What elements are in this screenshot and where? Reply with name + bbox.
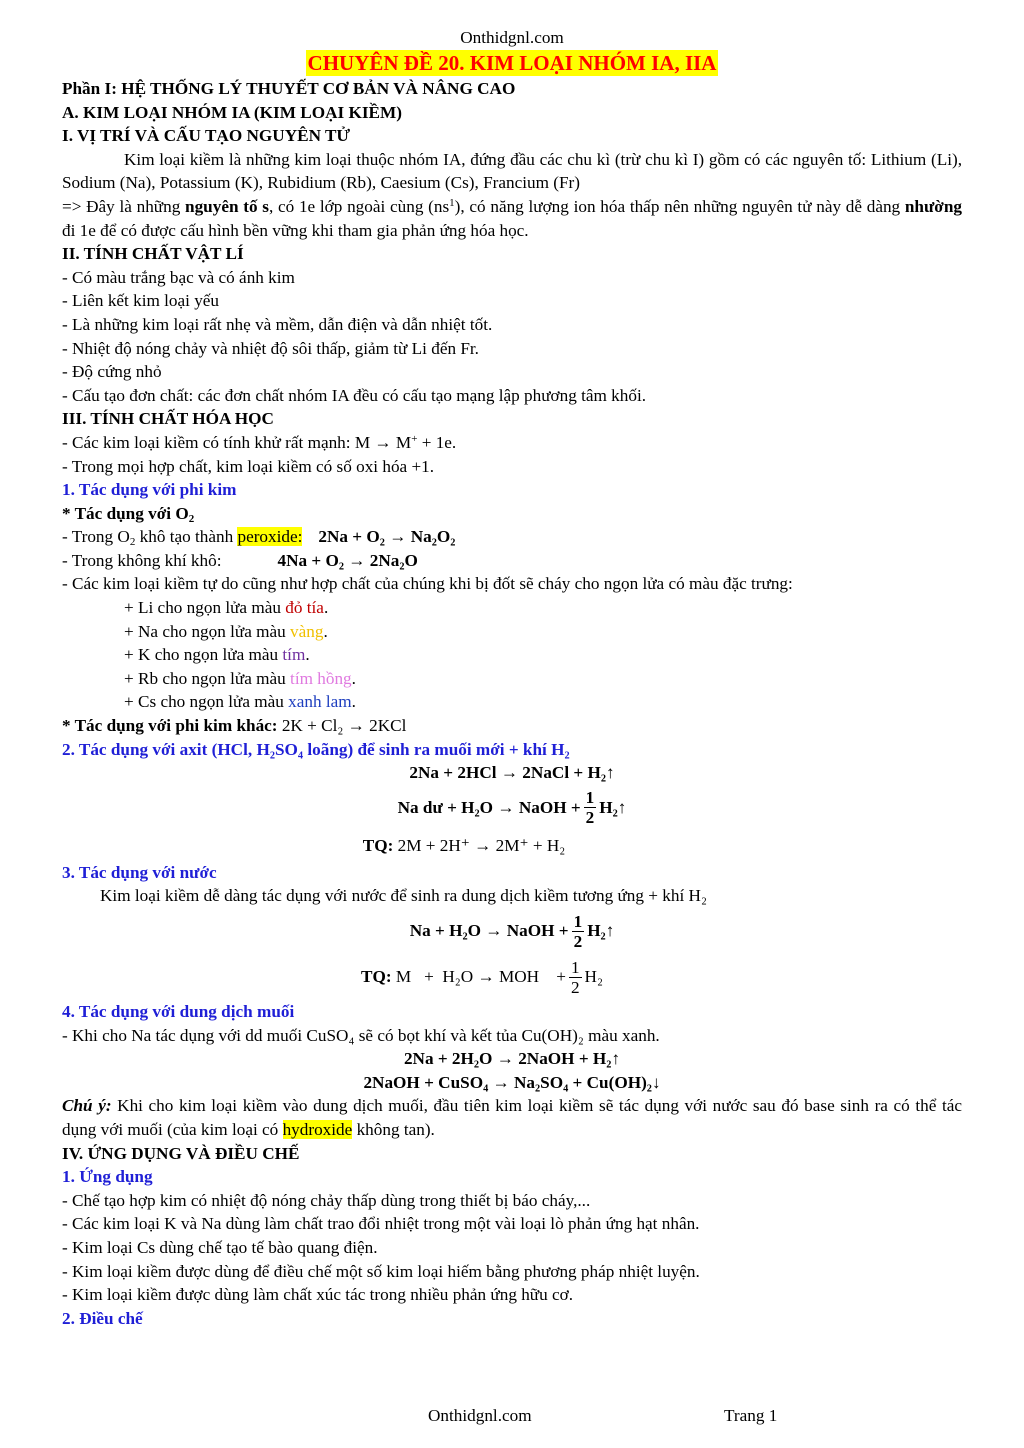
list-item: + Cs cho ngọn lửa màu xanh lam. — [124, 692, 356, 712]
salt-paragraph: - Khi cho Na tác dụng với dd muối CuSO₄ sẽ có bọt khí và kết tủa Cu(OH)₂ màu xanh. — [62, 1025, 660, 1045]
header-site: Onthidgnl.com — [460, 28, 564, 47]
peroxide-line: - Trong $O_2$ khô tạo thành peroxide: 2Na + O₂ → Na₂O₂ — [62, 527, 456, 549]
list-item: - Các kim loại K và Na dùng làm chất trao đổi nhiệt trong một vài loại lò phản ứng hạt nhân. — [62, 1214, 700, 1234]
document-title: CHUYÊN ĐỀ 20. KIM LOẠI NHÓM IA, IIA — [307, 51, 717, 75]
peroxide-highlight: peroxide: — [237, 527, 303, 547]
equation-water: Na + H₂O → NaOH + $\frac{1}{2}$ H₂↑ — [409, 911, 615, 951]
application-list — [62, 1189, 962, 1307]
section-1-heading: I. VỊ TRÍ VÀ CẤU TẠO NGUYÊN TỬ — [62, 126, 351, 146]
flame-list — [62, 596, 962, 714]
list-item: + Rb cho ngọn lửa màu tím hồng. — [124, 668, 356, 688]
subheading-nonmetal: 1. Tác dụng với phi kim — [62, 480, 237, 500]
part-heading: Phần I: HỆ THỐNG LÝ THUYẾT CƠ BẢN VÀ NÂNG CAO — [62, 79, 516, 98]
other-nonmetal-line: * Tác dụng với phi kim khác: 2K + Cl₂ → 2KCl — [62, 716, 407, 736]
list-item: - Kim loại Cs dùng chế tạo tế bào quang điện. — [62, 1237, 378, 1257]
section-1-paragraph: Kim loại kiềm là những kim loại thuộc nhóm IA, đứng đầu các chu kì (trừ chu kì I) gồm có các nguyên tố: Lithium (Li), Sodium (Na), Potassium (K), Rubidium (Rb), Caesium (Cs), Francium (Fr) — [62, 149, 962, 193]
air-line: - Trong không khí khô: 4Na + O₂ → 2Na₂O — [62, 550, 418, 570]
list-item: - Cấu tạo đơn chất: các đơn chất nhóm IA đều có cấu tạo mạng lập phương tâm khối. — [62, 385, 647, 405]
general-equation-water: TQ: M + H₂O → MOH + $\frac{1}{2}$ H₂ — [361, 957, 603, 997]
note-paragraph: Chú ý: Khi cho kim loại kiềm vào dung dịch muối, đầu tiên kim loại kiềm sẽ tác dụng với nước sau đó base sinh ra có thể tác dụng với muối (của kim loại có hydroxide không tan). — [62, 1096, 962, 1139]
list-item: + K cho ngọn lửa màu tím. — [124, 645, 310, 665]
section-2-heading: II. TÍNH CHẤT VẬT LÍ — [62, 244, 244, 264]
fraction: $\frac{1}{2}$ — [585, 788, 595, 828]
subheading-salt: 4. Tác dụng với dung dịch muối — [62, 1002, 295, 1021]
fraction: $\frac{1}{2}$ — [573, 911, 583, 951]
list-item: - Là những kim loại rất nhẹ và mềm, dẫn điện và dẫn nhiệt tốt. — [62, 314, 493, 334]
equation-salt-2: 2NaOH + CuSO₄ → Na₂SO₄ + Cu(OH)₂↓ — [363, 1072, 661, 1092]
section-a-heading: A. KIM LOẠI NHÓM IA (KIM LOẠI KIỀM) — [62, 102, 402, 122]
section-4-heading: IV. ỨNG DỤNG VÀ ĐIỀU CHẾ — [62, 1143, 300, 1163]
list-item: - Kim loại kiềm được dùng làm chất xúc tác trong nhiều phản ứng hữu cơ. — [62, 1285, 574, 1305]
oxidation-line: - Trong mọi hợp chất, kim loại kiềm có số oxi hóa +1. — [62, 456, 435, 476]
subheading-preparation: 2. Điều chế — [62, 1308, 143, 1328]
subheading-acid: 2. Tác dụng với axit (HCl, H₂SO₄ loãng) để sinh ra muối mới + khí H₂ — [62, 739, 570, 759]
hydroxide-highlight: hydroxide — [282, 1119, 353, 1139]
general-equation-acid: TQ: 2M + 2H⁺ → 2M⁺ + H₂ — [362, 835, 566, 855]
title-wrap — [62, 50, 962, 77]
document-page — [62, 0, 962, 1330]
section-1-paragraph-2: => Đây là những nguyên tố s, có 1e lớp ngoài cùng $(ns^1)$, có năng lượng ion hóa thấp nên những nguyên tử này dễ dàng nhường đi 1e để có được cấu hình bền vững khi tham gia phản ứng hóa học. — [62, 196, 962, 240]
list-item: + Na cho ngọn lửa màu vàng. — [124, 621, 328, 641]
subheading-application: 1. Ứng dụng — [62, 1167, 153, 1187]
equation: 2Na + O₂ → Na₂O₂ — [318, 527, 456, 547]
subheading-water: 3. Tác dụng với nước — [62, 862, 217, 882]
list-item: + Li cho ngọn lửa màu đỏ tía. — [124, 598, 329, 618]
section-3-heading: III. TÍNH CHẤT HÓA HỌC — [62, 409, 274, 429]
water-paragraph: Kim loại kiềm dễ dàng tác dụng với nước để sinh ra dung dịch kiềm tương ứng + khí H₂ — [100, 886, 707, 906]
page-number: Trang 1 — [724, 1406, 778, 1425]
list-item: - Kim loại kiềm được dùng để điều chế một số kim loại hiếm bằng phương pháp nhiệt luyện. — [62, 1261, 700, 1281]
list-item: - Liên kết kim loại yếu — [62, 291, 220, 311]
o2-heading: * Tác dụng với $O_2$ — [62, 503, 195, 525]
equation: 4Na + O₂ → 2Na₂O — [277, 550, 418, 570]
equation-salt-1: 2Na + 2H₂O → 2NaOH + H₂↑ — [403, 1049, 621, 1069]
equation-na-excess: Na dư + H₂O → NaOH + $\frac{1}{2}$ H₂↑ — [397, 788, 627, 828]
page-footer — [0, 1404, 1024, 1428]
footer-site: Onthidgnl.com — [428, 1406, 532, 1425]
list-item: - Độ cứng nhỏ — [62, 362, 162, 382]
list-item: - Có màu trắng bạc và có ánh kim — [62, 267, 295, 287]
reducing-line: - Các kim loại kiềm có tính khử rất mạnh: M → M+ + 1e. — [62, 432, 457, 452]
equation-hcl: 2Na + 2HCl → 2NaCl + H₂↑ — [409, 763, 615, 783]
flame-intro: - Các kim loại kiềm tự do cũng như hợp chất của chúng khi bị đốt sẽ cháy cho ngọn lửa có màu đặc trưng: — [62, 574, 793, 594]
fraction: $\frac{1}{2}$ — [570, 957, 580, 997]
list-item: - Nhiệt độ nóng chảy và nhiệt độ sôi thấp, giảm từ Li đến Fr. — [62, 338, 479, 358]
list-item: - Chế tạo hợp kim có nhiệt độ nóng chảy thấp dùng trong thiết bị báo cháy,... — [62, 1190, 591, 1210]
physical-properties-list — [62, 266, 962, 408]
